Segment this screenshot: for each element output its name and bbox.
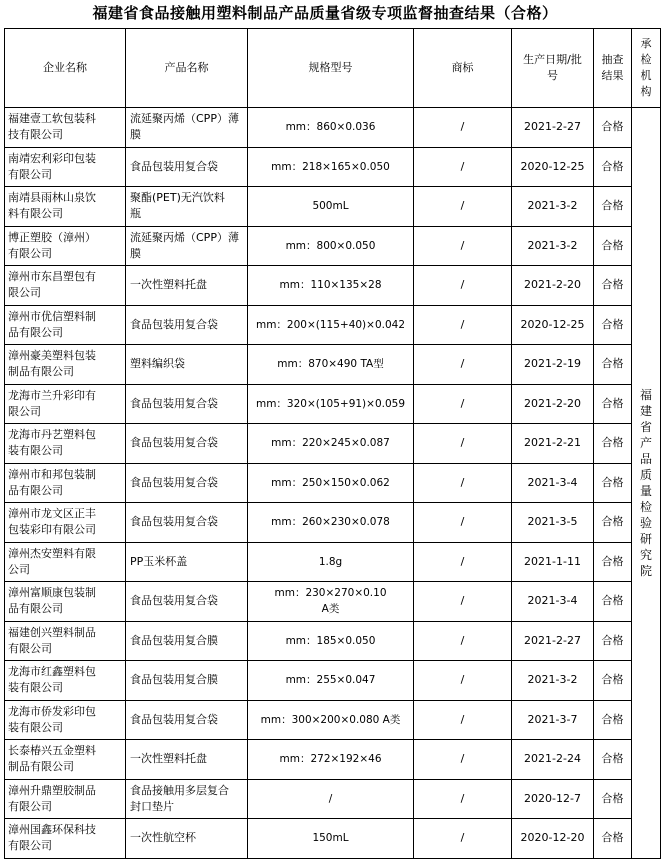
spec-cell [248, 266, 414, 306]
company-cell-line: 漳州升鼎塑胶制品 [8, 783, 96, 797]
table-row [5, 582, 661, 622]
company-cell-line: 漳州国鑫环保科技 [8, 823, 96, 837]
company-cell-line: 龙海市红鑫塑料包 [8, 665, 96, 679]
org-char: 质 [639, 467, 652, 482]
company-cell-line: 南靖宏利彩印包装 [8, 151, 96, 165]
product-cell-line: 一次性塑料托盘 [130, 278, 207, 292]
header-date-line: 生产日期/批 [523, 53, 582, 66]
spec-cell-line: mm：860×0.036 [285, 121, 376, 134]
company-cell-line: 包装彩印有限公司 [8, 523, 96, 537]
spec-cell-line: mm：230×270×0.10 [274, 587, 387, 600]
brand-cell: / [414, 779, 512, 819]
spec-cell [248, 700, 414, 740]
product-cell-line: 食品包装用复合袋 [130, 594, 218, 608]
header-org-char: 构 [640, 85, 652, 98]
product-cell [126, 779, 248, 819]
product-cell-line: 食品包装用复合袋 [130, 712, 218, 726]
product-cell [126, 108, 248, 148]
date-cell: 2020-12-25 [512, 147, 594, 187]
spec-cell-line: 1.8g [318, 555, 343, 568]
date-cell: 2021-3-4 [512, 582, 594, 622]
brand-cell: / [414, 108, 512, 148]
product-cell [126, 424, 248, 464]
product-cell-line: 食品包装用复合袋 [130, 396, 218, 410]
spec-cell [248, 384, 414, 424]
date-cell: 2021-2-27 [512, 621, 594, 661]
company-cell [5, 582, 126, 622]
result-cell: 合格 [594, 700, 632, 740]
company-cell-line: 福建创兴塑料制品 [8, 625, 96, 639]
org-char: 检 [639, 499, 652, 514]
table-row [5, 345, 661, 385]
result-cell: 合格 [594, 345, 632, 385]
result-cell: 合格 [594, 147, 632, 187]
spec-cell [248, 621, 414, 661]
spec-cell-line: A类 [321, 603, 340, 616]
product-cell [126, 542, 248, 582]
product-cell-line: 塑料编织袋 [130, 357, 185, 371]
company-cell-line: 品有限公司 [8, 602, 63, 616]
document-title: 福建省食品接触用塑料制品产品质量省级专项监督抽查结果（合格） [92, 4, 558, 22]
company-cell-line: 装有限公司 [8, 720, 63, 734]
table-row [5, 463, 661, 503]
company-cell [5, 503, 126, 543]
header-org [632, 29, 661, 108]
spec-cell-line: / [328, 792, 333, 805]
company-cell-line: 龙海市侨发彩印包 [8, 704, 96, 718]
company-cell-line: 品有限公司 [8, 483, 63, 497]
company-cell [5, 819, 126, 859]
header-org-char: 检 [640, 53, 652, 66]
company-cell-line: 装有限公司 [8, 681, 63, 695]
company-cell-line: 漳州豪美塑料包装 [8, 349, 96, 363]
company-cell [5, 384, 126, 424]
brand-cell: / [414, 740, 512, 780]
product-cell-line: 食品包装用复合膜 [130, 633, 218, 647]
company-cell-line: 漳州市东昌塑包有 [8, 270, 96, 284]
date-cell: 2021-3-5 [512, 503, 594, 543]
spec-cell [248, 503, 414, 543]
spec-cell [248, 147, 414, 187]
spec-cell [248, 108, 414, 148]
result-cell: 合格 [594, 226, 632, 266]
brand-cell: / [414, 226, 512, 266]
result-cell: 合格 [594, 582, 632, 622]
company-cell [5, 463, 126, 503]
company-cell [5, 700, 126, 740]
product-cell-line: 食品包装用复合膜 [130, 673, 218, 687]
brand-cell: / [414, 582, 512, 622]
date-cell: 2020-12-20 [512, 819, 594, 859]
brand-cell: / [414, 819, 512, 859]
company-cell-line: 有限公司 [8, 799, 52, 813]
spec-cell [248, 661, 414, 701]
brand-cell: / [414, 266, 512, 306]
header-result [594, 29, 632, 108]
company-cell-line: 料有限公司 [8, 207, 63, 221]
product-cell [126, 582, 248, 622]
table-row [5, 147, 661, 187]
spec-cell [248, 582, 414, 622]
company-cell [5, 542, 126, 582]
spec-cell [248, 779, 414, 819]
company-cell-line: 品有限公司 [8, 325, 63, 339]
result-cell: 合格 [594, 621, 632, 661]
product-cell [126, 463, 248, 503]
spec-cell-line: mm：200×(115+40)×0.042 [255, 318, 406, 331]
company-cell-line: 公司 [8, 562, 30, 576]
brand-cell: / [414, 147, 512, 187]
company-cell [5, 187, 126, 227]
spec-cell-line: mm：272×192×46 [279, 753, 382, 766]
org-char: 产 [639, 435, 652, 450]
brand-cell: / [414, 345, 512, 385]
spec-cell-line: mm：320×(105+91)×0.059 [255, 397, 406, 410]
date-cell: 2021-1-11 [512, 542, 594, 582]
brand-cell: / [414, 700, 512, 740]
table-row [5, 384, 661, 424]
date-cell: 2021-3-2 [512, 661, 594, 701]
inspection-org-cell [632, 108, 661, 859]
org-char: 福 [639, 387, 652, 402]
brand-cell: / [414, 661, 512, 701]
product-cell-line: 食品包装用复合袋 [130, 515, 218, 529]
date-cell: 2021-2-21 [512, 424, 594, 464]
spec-cell-line: 500mL [312, 200, 349, 213]
header-brand: 商标 [414, 29, 512, 108]
spec-cell-line: mm：300×200×0.080 A类 [260, 713, 401, 726]
result-cell: 合格 [594, 463, 632, 503]
table-row [5, 305, 661, 345]
company-cell [5, 740, 126, 780]
table-row [5, 187, 661, 227]
product-cell-line: 聚酯(PET)无汽饮料 [130, 191, 225, 205]
product-cell [126, 345, 248, 385]
product-cell [126, 187, 248, 227]
header-date [512, 29, 594, 108]
table-row [5, 779, 661, 819]
product-cell [126, 740, 248, 780]
date-cell: 2020-12-25 [512, 305, 594, 345]
spec-cell-line: mm：218×165×0.050 [271, 160, 390, 173]
spec-cell [248, 305, 414, 345]
org-char: 验 [639, 515, 652, 530]
product-cell-line: 流延聚丙烯（CPP）薄 [130, 112, 239, 126]
product-cell [126, 384, 248, 424]
company-cell [5, 424, 126, 464]
company-cell-line: 限公司 [8, 286, 41, 300]
brand-cell: / [414, 463, 512, 503]
brand-cell: / [414, 542, 512, 582]
spec-cell-line: mm：255×0.047 [285, 674, 376, 687]
company-cell-line: 福建壹工软包装科 [8, 112, 96, 126]
result-cell: 合格 [594, 779, 632, 819]
company-cell [5, 345, 126, 385]
header-result-line: 结果 [601, 69, 624, 82]
spec-cell [248, 542, 414, 582]
product-cell [126, 305, 248, 345]
product-cell-line: 膜 [130, 128, 141, 142]
product-cell [126, 621, 248, 661]
header-date-line: 号 [547, 69, 558, 82]
brand-cell: / [414, 384, 512, 424]
table-row [5, 503, 661, 543]
org-char: 建 [639, 403, 652, 418]
header-org-char: 机 [640, 69, 652, 82]
company-cell-line: 漳州市龙文区正丰 [8, 507, 96, 521]
company-cell [5, 621, 126, 661]
table-row [5, 661, 661, 701]
date-cell: 2021-2-27 [512, 108, 594, 148]
brand-cell: / [414, 503, 512, 543]
company-cell-line: 有限公司 [8, 246, 52, 260]
table-row [5, 108, 661, 148]
product-cell-line: 流延聚丙烯（CPP）薄 [130, 230, 239, 244]
product-cell-line: PP玉米杯盖 [130, 554, 188, 568]
header-company: 企业名称 [5, 29, 126, 108]
brand-cell: / [414, 187, 512, 227]
product-cell-line: 封口垫片 [130, 799, 174, 813]
company-cell-line: 有限公司 [8, 839, 52, 853]
spec-cell [248, 740, 414, 780]
result-cell: 合格 [594, 503, 632, 543]
company-cell [5, 661, 126, 701]
header-result-line: 抽查 [601, 53, 624, 66]
brand-cell: / [414, 424, 512, 464]
company-cell-line: 漳州杰安塑料有限 [8, 546, 96, 560]
date-cell: 2021-3-2 [512, 187, 594, 227]
brand-cell: / [414, 621, 512, 661]
spec-cell [248, 424, 414, 464]
spec-cell [248, 463, 414, 503]
spec-cell-line: mm：185×0.050 [285, 634, 376, 647]
result-cell: 合格 [594, 819, 632, 859]
header-row [5, 29, 661, 108]
company-cell-line: 制品有限公司 [8, 760, 74, 774]
company-cell-line: 装有限公司 [8, 444, 63, 458]
product-cell-line: 食品接触用多层复合 [130, 783, 229, 797]
spec-cell-line: mm：220×245×0.087 [271, 437, 390, 450]
org-char: 院 [639, 563, 652, 578]
product-cell [126, 266, 248, 306]
product-cell-line: 膜 [130, 246, 141, 260]
result-cell: 合格 [594, 542, 632, 582]
product-cell [126, 700, 248, 740]
spec-cell [248, 226, 414, 266]
product-cell [126, 147, 248, 187]
header-org-char: 承 [640, 37, 652, 50]
company-cell-line: 长泰椿兴五金塑料 [8, 744, 96, 758]
result-cell: 合格 [594, 740, 632, 780]
company-cell [5, 147, 126, 187]
company-cell-line: 漳州市和邦包装制 [8, 467, 96, 481]
result-cell: 合格 [594, 384, 632, 424]
result-cell: 合格 [594, 661, 632, 701]
table-row [5, 542, 661, 582]
company-cell-line: 限公司 [8, 404, 41, 418]
product-cell-line: 食品包装用复合袋 [130, 159, 218, 173]
product-cell-line: 一次性航空杯 [130, 831, 196, 845]
company-cell-line: 龙海市丹艺塑料包 [8, 428, 96, 442]
org-char: 研 [639, 531, 652, 546]
table-row [5, 700, 661, 740]
table-row [5, 226, 661, 266]
result-cell: 合格 [594, 424, 632, 464]
table-row [5, 819, 661, 859]
product-cell-line: 食品包装用复合袋 [130, 317, 218, 331]
product-cell-line: 一次性塑料托盘 [130, 752, 207, 766]
result-cell: 合格 [594, 187, 632, 227]
result-cell: 合格 [594, 305, 632, 345]
date-cell: 2021-2-24 [512, 740, 594, 780]
product-cell [126, 661, 248, 701]
company-cell-line: 博正塑胶（漳州） [8, 230, 96, 244]
company-cell-line: 技有限公司 [8, 128, 63, 142]
spec-cell-line: mm：870×490 TA型 [277, 358, 384, 371]
spec-cell [248, 187, 414, 227]
date-cell: 2021-3-2 [512, 226, 594, 266]
product-cell-line: 食品包装用复合袋 [130, 436, 218, 450]
date-cell: 2021-3-4 [512, 463, 594, 503]
company-cell-line: 漳州市优信塑料制 [8, 309, 96, 323]
company-cell-line: 南靖县雨林山泉饮 [8, 191, 96, 205]
result-cell: 合格 [594, 108, 632, 148]
product-cell-line: 瓶 [130, 207, 141, 221]
product-cell [126, 819, 248, 859]
product-cell-line: 食品包装用复合袋 [130, 475, 218, 489]
table-row [5, 740, 661, 780]
org-char: 省 [639, 419, 652, 434]
spec-cell-line: mm：110×135×28 [279, 279, 382, 292]
table-row [5, 266, 661, 306]
date-cell: 2020-12-7 [512, 779, 594, 819]
brand-cell: / [414, 305, 512, 345]
spec-cell-line: mm：260×230×0.078 [271, 516, 390, 529]
spec-cell [248, 819, 414, 859]
company-cell [5, 779, 126, 819]
company-cell [5, 226, 126, 266]
date-cell: 2021-2-20 [512, 266, 594, 306]
company-cell [5, 305, 126, 345]
date-cell: 2021-2-20 [512, 384, 594, 424]
company-cell [5, 266, 126, 306]
spec-cell [248, 345, 414, 385]
company-cell-line: 龙海市兰升彩印有 [8, 388, 96, 402]
product-cell [126, 503, 248, 543]
header-product: 产品名称 [126, 29, 248, 108]
spec-cell-line: 150mL [312, 832, 349, 845]
org-char: 究 [639, 547, 652, 562]
company-cell-line: 有限公司 [8, 167, 52, 181]
date-cell: 2021-2-19 [512, 345, 594, 385]
table-row [5, 424, 661, 464]
date-cell: 2021-3-7 [512, 700, 594, 740]
org-char: 量 [639, 483, 652, 498]
company-cell-line: 制品有限公司 [8, 365, 74, 379]
table-row [5, 621, 661, 661]
org-char: 品 [639, 451, 652, 466]
header-spec: 规格型号 [248, 29, 414, 108]
product-cell [126, 226, 248, 266]
company-cell [5, 108, 126, 148]
spec-cell-line: mm：800×0.050 [285, 239, 376, 252]
spec-cell-line: mm：250×150×0.062 [271, 476, 390, 489]
company-cell-line: 漳州富顺康包装制 [8, 586, 96, 600]
company-cell-line: 有限公司 [8, 641, 52, 655]
result-cell: 合格 [594, 266, 632, 306]
results-table [4, 28, 661, 859]
